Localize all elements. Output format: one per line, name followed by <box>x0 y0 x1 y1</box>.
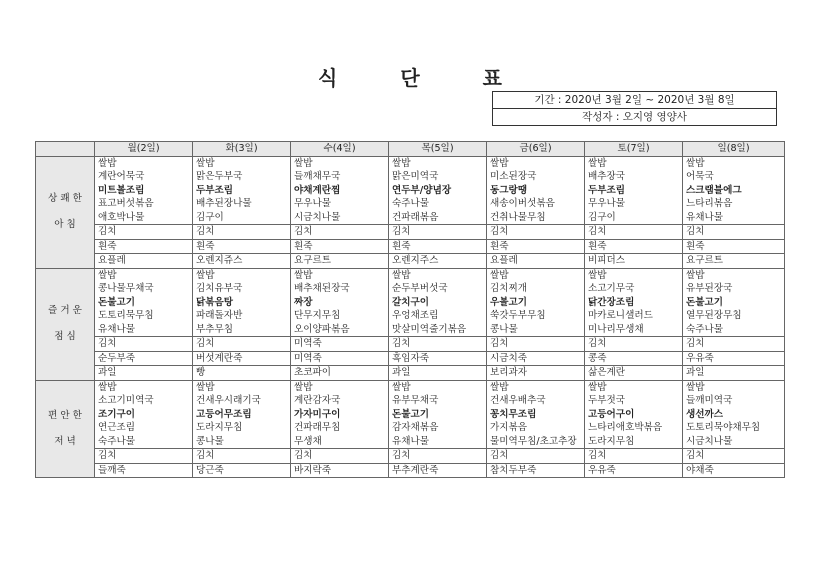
menu-cell: 도라지무침 <box>193 421 291 435</box>
menu-cell: 김치 <box>389 449 487 464</box>
menu-cell: 부추계란죽 <box>389 463 487 478</box>
menu-cell: 쌀밥 <box>487 268 585 282</box>
menu-cell: 순두부죽 <box>95 351 193 366</box>
menu-cell: 김치 <box>95 337 193 352</box>
menu-cell: 미소된장국 <box>487 170 585 184</box>
menu-cell: 오이양파볶음 <box>291 323 389 337</box>
menu-cell: 숙주나물 <box>389 197 487 211</box>
menu-cell: 순두부버섯국 <box>389 282 487 296</box>
menu-cell: 콩나물무채국 <box>95 282 193 296</box>
menu-cell: 쌀밥 <box>585 380 683 394</box>
menu-cell: 흰죽 <box>585 239 683 254</box>
menu-cell: 쌀밥 <box>389 268 487 282</box>
menu-cell: 요플레 <box>487 254 585 269</box>
menu-cell: 스크램블에그 <box>683 184 785 198</box>
menu-cell: 과일 <box>389 366 487 381</box>
menu-cell: 숙주나물 <box>683 323 785 337</box>
menu-cell: 시금치나물 <box>291 211 389 225</box>
menu-cell: 들깨미역국 <box>683 394 785 408</box>
menu-cell: 버섯계란죽 <box>193 351 291 366</box>
menu-cell: 맑은두부국 <box>193 170 291 184</box>
menu-row <box>36 435 785 449</box>
menu-cell: 야채계란찜 <box>291 184 389 198</box>
menu-cell: 미역죽 <box>291 351 389 366</box>
meal-label-line: 상 쾌 한 <box>48 193 82 204</box>
menu-cell: 무생채 <box>291 435 389 449</box>
menu-cell: 닭간장조림 <box>585 296 683 310</box>
menu-cell: 과일 <box>95 366 193 381</box>
menu-cell: 쌀밥 <box>585 156 683 170</box>
menu-row <box>36 309 785 323</box>
meal-label-line: 저 녁 <box>54 435 76 447</box>
menu-cell: 조기구이 <box>95 408 193 422</box>
menu-cell: 부추무침 <box>193 323 291 337</box>
menu-cell: 쌀밥 <box>291 268 389 282</box>
menu-cell: 맛살미역줄기볶음 <box>389 323 487 337</box>
menu-row <box>36 380 785 394</box>
menu-cell: 쌀밥 <box>95 380 193 394</box>
menu-cell: 우유죽 <box>683 351 785 366</box>
menu-cell: 쌀밥 <box>193 156 291 170</box>
menu-cell: 김치 <box>585 449 683 464</box>
menu-cell: 삶은계란 <box>585 366 683 381</box>
menu-cell: 가지볶음 <box>487 421 585 435</box>
menu-cell: 김치 <box>389 225 487 240</box>
menu-cell: 요플레 <box>95 254 193 269</box>
menu-cell: 김치 <box>95 449 193 464</box>
menu-row <box>36 366 785 381</box>
menu-row <box>36 156 785 170</box>
menu-cell: 물미역무침/초고추장 <box>487 435 585 449</box>
menu-cell: 도라지무침 <box>585 435 683 449</box>
title-char-1: 식 <box>318 66 338 90</box>
menu-cell: 유채나물 <box>389 435 487 449</box>
menu-cell: 김치 <box>683 337 785 352</box>
menu-cell: 김치찌개 <box>487 282 585 296</box>
menu-row <box>36 239 785 254</box>
menu-cell: 들깨채무국 <box>291 170 389 184</box>
menu-cell: 쌀밥 <box>95 156 193 170</box>
menu-cell: 느타리볶음 <box>683 197 785 211</box>
menu-cell: 김치 <box>683 449 785 464</box>
menu-cell: 흰죽 <box>95 239 193 254</box>
menu-cell: 두부조림 <box>585 184 683 198</box>
menu-row <box>36 323 785 337</box>
menu-row <box>36 463 785 478</box>
menu-cell: 건취나물무침 <box>487 211 585 225</box>
menu-cell: 표고버섯볶음 <box>95 197 193 211</box>
menu-cell: 바지락죽 <box>291 463 389 478</box>
menu-row <box>36 351 785 366</box>
menu-cell: 당근죽 <box>193 463 291 478</box>
menu-cell: 흑임자죽 <box>389 351 487 366</box>
day-header: 목(5일) <box>389 142 487 157</box>
menu-cell: 김치 <box>193 449 291 464</box>
menu-cell: 짜장 <box>291 296 389 310</box>
menu-cell: 시금치나물 <box>683 435 785 449</box>
menu-row <box>36 170 785 184</box>
day-header: 월(2일) <box>95 142 193 157</box>
day-header: 수(4일) <box>291 142 389 157</box>
menu-cell: 오렌지쥬스 <box>193 254 291 269</box>
menu-cell: 쌀밥 <box>389 156 487 170</box>
menu-row <box>36 421 785 435</box>
day-header: 화(3일) <box>193 142 291 157</box>
page-title <box>0 62 820 91</box>
menu-cell: 김치 <box>291 449 389 464</box>
menu-cell: 배추된장나물 <box>193 197 291 211</box>
menu-cell: 쌀밥 <box>193 268 291 282</box>
menu-cell: 김치 <box>487 337 585 352</box>
menu-cell: 소고기미역국 <box>95 394 193 408</box>
menu-row <box>36 449 785 464</box>
day-header: 토(7일) <box>585 142 683 157</box>
menu-cell: 계란어묵국 <box>95 170 193 184</box>
menu-row <box>36 337 785 352</box>
period-text: 기간 : 2020년 3월 2일 ~ 2020년 3월 8일 <box>493 92 776 109</box>
menu-cell: 쌀밥 <box>291 380 389 394</box>
menu-cell: 갈치구이 <box>389 296 487 310</box>
menu-cell: 새송이버섯볶음 <box>487 197 585 211</box>
meal-label-line: 즐 거 운 <box>48 305 82 316</box>
menu-cell: 김치 <box>487 449 585 464</box>
menu-cell: 계란감자국 <box>291 394 389 408</box>
menu-cell: 미나리무생채 <box>585 323 683 337</box>
menu-cell: 마카로니샐러드 <box>585 309 683 323</box>
menu-cell: 도토리묵무침 <box>95 309 193 323</box>
menu-cell: 연근조림 <box>95 421 193 435</box>
menu-cell: 열무된장무침 <box>683 309 785 323</box>
menu-cell: 쌀밥 <box>487 156 585 170</box>
menu-cell: 비피더스 <box>585 254 683 269</box>
menu-cell: 동그랑땡 <box>487 184 585 198</box>
menu-cell: 건파래볶음 <box>389 211 487 225</box>
meal-label-line: 점 심 <box>54 331 76 342</box>
menu-cell: 김치 <box>389 337 487 352</box>
menu-cell: 오렌지주스 <box>389 254 487 269</box>
menu-cell: 쌀밥 <box>585 268 683 282</box>
menu-cell: 배추장국 <box>585 170 683 184</box>
menu-cell: 흰죽 <box>193 239 291 254</box>
menu-cell: 들깨죽 <box>95 463 193 478</box>
menu-cell: 감자채볶음 <box>389 421 487 435</box>
meal-label-line: 편 안 한 <box>48 409 82 421</box>
header-row <box>36 142 785 157</box>
menu-cell: 우엉채조림 <box>389 309 487 323</box>
menu-cell: 애호박나물 <box>95 211 193 225</box>
menu-cell: 쌀밥 <box>683 156 785 170</box>
menu-cell: 김치 <box>487 225 585 240</box>
menu-cell: 쌀밥 <box>291 156 389 170</box>
menu-cell: 건새우시래기국 <box>193 394 291 408</box>
menu-row <box>36 296 785 310</box>
menu-cell: 고등어무조림 <box>193 408 291 422</box>
menu-row <box>36 211 785 225</box>
menu-cell: 우볼고기 <box>487 296 585 310</box>
menu-cell: 단무지무침 <box>291 309 389 323</box>
meal-label <box>36 380 95 478</box>
menu-cell: 돈불고기 <box>95 296 193 310</box>
menu-cell: 파래돌자반 <box>193 309 291 323</box>
menu-cell: 김치 <box>683 225 785 240</box>
menu-cell: 흰죽 <box>389 239 487 254</box>
corner-cell <box>36 142 95 157</box>
menu-cell: 돈불고기 <box>389 408 487 422</box>
menu-cell: 흰죽 <box>683 239 785 254</box>
title-char-3: 표 <box>482 66 502 90</box>
menu-cell: 콩죽 <box>585 351 683 366</box>
menu-cell: 쌀밥 <box>95 268 193 282</box>
menu-cell: 숙주나물 <box>95 435 193 449</box>
meal-label-line: 아 침 <box>54 219 76 230</box>
menu-cell: 요구르트 <box>683 254 785 269</box>
menu-cell: 고등어구이 <box>585 408 683 422</box>
menu-cell: 보리과자 <box>487 366 585 381</box>
menu-table <box>35 141 785 478</box>
menu-cell: 맑은미역국 <box>389 170 487 184</box>
menu-cell: 무우나물 <box>585 197 683 211</box>
menu-cell: 김치 <box>291 225 389 240</box>
menu-cell: 미트볼조림 <box>95 184 193 198</box>
meal-label <box>36 156 95 268</box>
menu-row <box>36 225 785 240</box>
menu-cell: 유채나물 <box>95 323 193 337</box>
menu-row <box>36 394 785 408</box>
menu-cell: 야채죽 <box>683 463 785 478</box>
menu-cell: 요구르트 <box>291 254 389 269</box>
menu-row <box>36 254 785 269</box>
menu-cell: 연두부/양념장 <box>389 184 487 198</box>
menu-cell: 김치 <box>95 225 193 240</box>
menu-cell: 돈불고기 <box>683 296 785 310</box>
menu-cell: 김치 <box>585 225 683 240</box>
menu-cell: 쌀밥 <box>389 380 487 394</box>
menu-cell: 과일 <box>683 366 785 381</box>
menu-cell: 미역죽 <box>291 337 389 352</box>
menu-cell: 쌀밥 <box>683 268 785 282</box>
menu-cell: 건파래무침 <box>291 421 389 435</box>
menu-row <box>36 197 785 211</box>
menu-cell: 김치 <box>193 225 291 240</box>
menu-cell: 참치두부죽 <box>487 463 585 478</box>
menu-cell: 어묵국 <box>683 170 785 184</box>
menu-cell: 우유죽 <box>585 463 683 478</box>
menu-row <box>36 184 785 198</box>
menu-cell: 김구이 <box>585 211 683 225</box>
menu-cell: 배추채된장국 <box>291 282 389 296</box>
menu-cell: 흰죽 <box>291 239 389 254</box>
menu-cell: 유채나물 <box>683 211 785 225</box>
menu-cell: 건새우배추국 <box>487 394 585 408</box>
menu-cell: 빵 <box>193 366 291 381</box>
menu-cell: 초코파이 <box>291 366 389 381</box>
menu-cell: 김치 <box>193 337 291 352</box>
meal-label <box>36 268 95 380</box>
menu-cell: 소고기무국 <box>585 282 683 296</box>
menu-cell: 흰죽 <box>487 239 585 254</box>
author-text: 작성자 : 오지영 영양사 <box>582 111 687 123</box>
menu-row <box>36 408 785 422</box>
menu-cell: 시금치죽 <box>487 351 585 366</box>
menu-cell: 닭볶음탕 <box>193 296 291 310</box>
menu-cell: 김치유부국 <box>193 282 291 296</box>
menu-cell: 두부조림 <box>193 184 291 198</box>
menu-cell: 쌀밥 <box>193 380 291 394</box>
menu-cell: 김치 <box>585 337 683 352</box>
menu-cell: 콩나물 <box>487 323 585 337</box>
menu-cell: 유부무채국 <box>389 394 487 408</box>
menu-cell: 꽁치무조림 <box>487 408 585 422</box>
menu-cell: 두부젓국 <box>585 394 683 408</box>
menu-cell: 생선까스 <box>683 408 785 422</box>
day-header: 금(6일) <box>487 142 585 157</box>
menu-cell: 도토리묵야채무침 <box>683 421 785 435</box>
menu-cell: 쌀밥 <box>487 380 585 394</box>
menu-row <box>36 282 785 296</box>
menu-cell: 쌀밥 <box>683 380 785 394</box>
menu-cell: 유부된장국 <box>683 282 785 296</box>
day-header: 일(8일) <box>683 142 785 157</box>
menu-cell: 가자미구이 <box>291 408 389 422</box>
menu-cell: 무우나물 <box>291 197 389 211</box>
menu-cell: 김구이 <box>193 211 291 225</box>
menu-row <box>36 268 785 282</box>
info-box <box>492 91 777 126</box>
menu-cell: 느타리애호박볶음 <box>585 421 683 435</box>
menu-cell: 콩나물 <box>193 435 291 449</box>
title-char-2: 단 <box>400 66 420 90</box>
menu-cell: 쑥갓두부무침 <box>487 309 585 323</box>
